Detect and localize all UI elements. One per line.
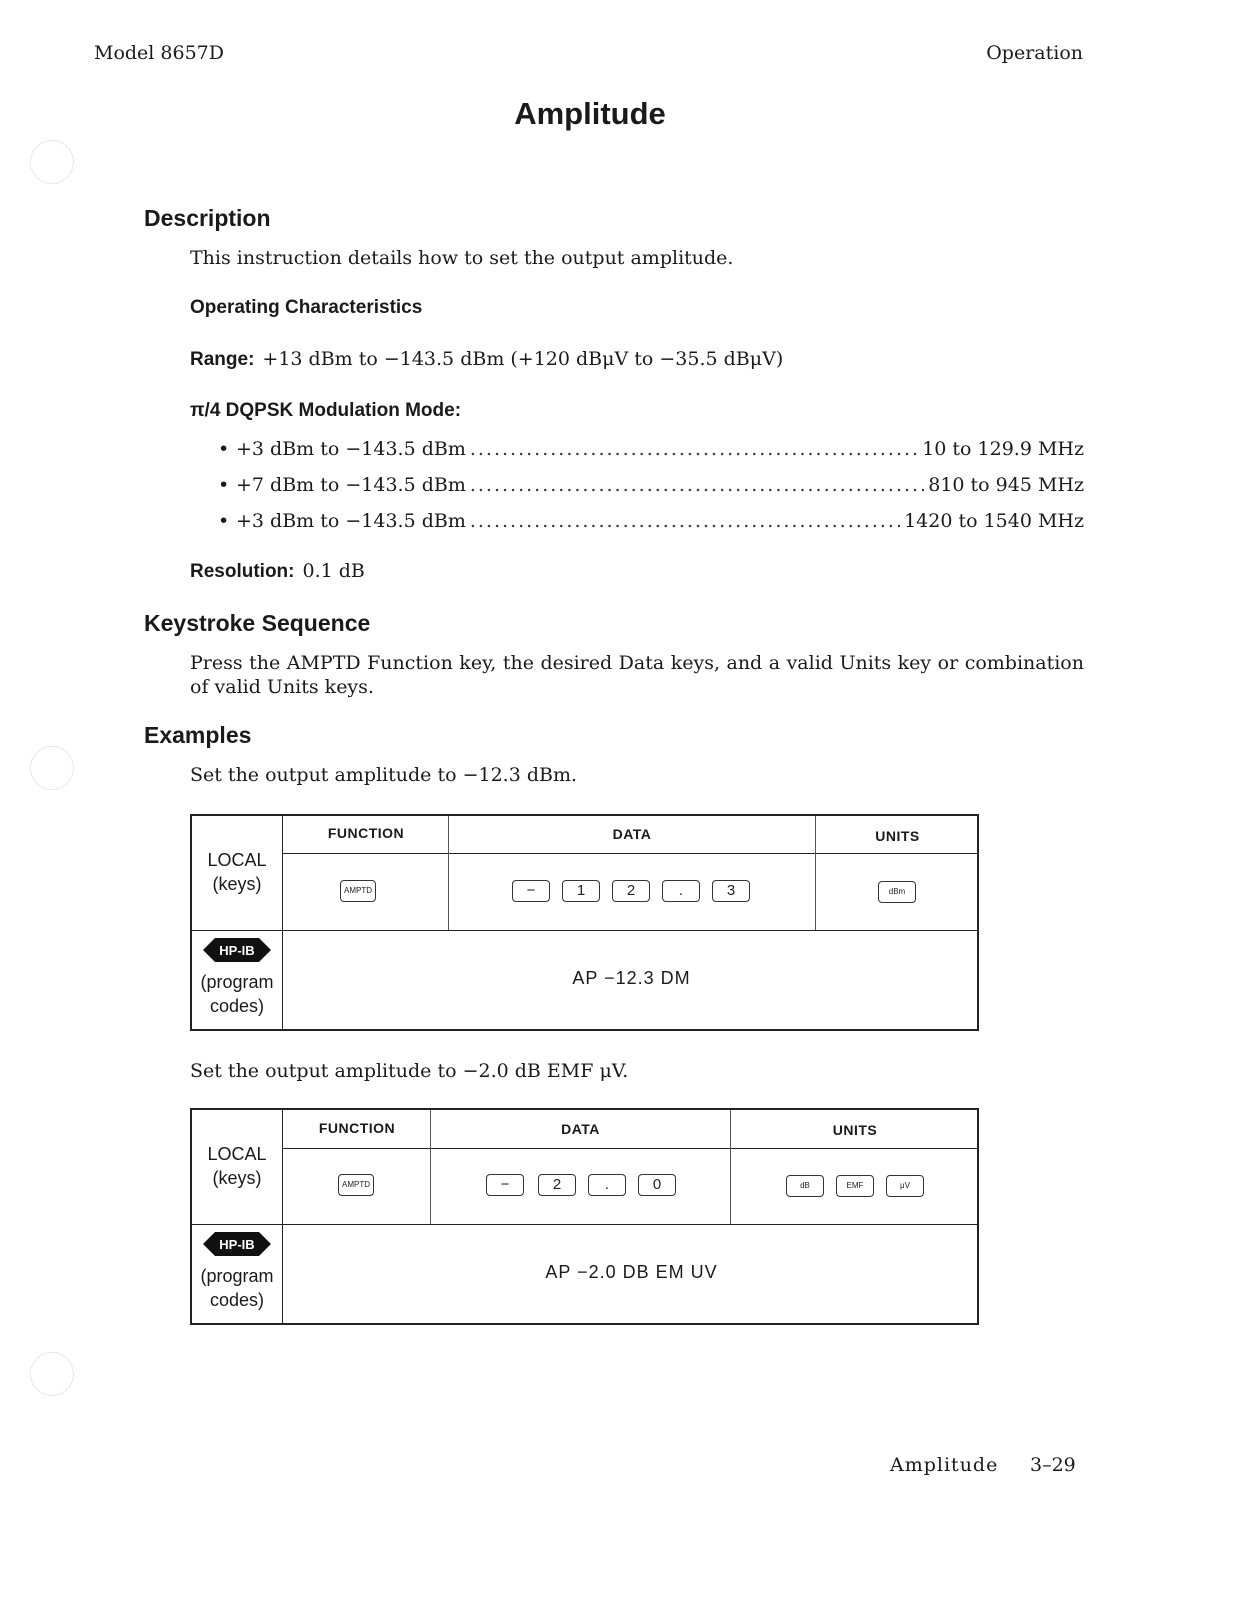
dqpsk-heading: π/4 DQPSK Modulation Mode:	[190, 400, 462, 421]
col-data-header: DATA	[612, 826, 652, 842]
digit-2-key: 2	[538, 1174, 576, 1196]
digit-2-key: 2	[612, 880, 650, 902]
dqpsk-item	[218, 510, 1084, 532]
dqpsk-frequency: 810 to 945 MHz	[928, 474, 1084, 496]
example1-table	[190, 814, 979, 1031]
digit-0-key: 0	[638, 1174, 676, 1196]
operating-characteristics-heading: Operating Characteristics	[190, 297, 423, 318]
digit-1-key: 1	[562, 880, 600, 902]
dqpsk-frequency: 1420 to 1540 MHz	[904, 510, 1084, 532]
bullet-icon: •	[218, 510, 230, 532]
example2-table	[190, 1108, 979, 1325]
codes-label: codes)	[209, 1290, 265, 1310]
hpib-badge-icon	[203, 1230, 271, 1258]
dqpsk-frequency: 10 to 129.9 MHz	[922, 438, 1084, 460]
col-function-header: FUNCTION	[327, 825, 405, 841]
decimal-key: .	[588, 1174, 626, 1196]
example2-intro: Set the output amplitude to −2.0 dB EMF μV.	[190, 1060, 629, 1082]
hpib-badge-text: HP-IB	[219, 943, 255, 958]
digit-3-key: 3	[712, 880, 750, 902]
dqpsk-item	[218, 474, 1084, 496]
page-title: Amplitude	[514, 96, 666, 131]
local-keys-label	[192, 1142, 282, 1190]
col-data-header: DATA	[561, 1121, 600, 1137]
resolution-label: Resolution:	[190, 561, 295, 582]
codes-label: codes)	[209, 996, 265, 1016]
program-codes-label	[192, 1230, 282, 1312]
dqpsk-level: +7 dBm to −143.5 dBm	[236, 474, 466, 496]
dqpsk-level: +3 dBm to −143.5 dBm	[236, 438, 466, 460]
col-units-header: UNITS	[875, 828, 920, 844]
dbm-key: dBm	[878, 881, 916, 903]
amptd-key: AMPTD	[340, 880, 376, 902]
range-label: Range:	[190, 349, 255, 370]
description-text: This instruction details how to set the output amplitude.	[190, 247, 734, 269]
range-line	[190, 348, 783, 371]
resolution-line	[190, 560, 365, 583]
example1-intro: Set the output amplitude to −12.3 dBm.	[190, 764, 578, 786]
db-key: dB	[786, 1175, 824, 1197]
leader-dots	[470, 474, 924, 496]
punch-hole-mark	[30, 1352, 74, 1396]
program-label: (program	[200, 1266, 274, 1286]
emf-key: EMF	[836, 1175, 874, 1197]
program-codes-label	[192, 936, 282, 1018]
punch-hole-mark	[30, 746, 74, 790]
range-value: +13 dBm to −143.5 dBm (+120 dBμV to −35.5 dBμV)	[262, 348, 784, 370]
keys-label: (keys)	[212, 1168, 262, 1188]
description-heading: Description	[144, 205, 271, 231]
local-label: LOCAL	[207, 850, 267, 870]
dqpsk-item	[218, 438, 1084, 460]
local-keys-label	[192, 848, 282, 896]
resolution-value: 0.1 dB	[302, 560, 365, 582]
header-model: Model 8657D	[94, 42, 225, 64]
minus-key: −	[486, 1174, 524, 1196]
program-code: AP −12.3 DM	[572, 968, 691, 988]
amptd-key: AMPTD	[338, 1174, 374, 1196]
col-units-header: UNITS	[832, 1122, 878, 1138]
bullet-icon: •	[218, 438, 230, 460]
leader-dots	[470, 438, 918, 460]
leader-dots	[470, 510, 900, 532]
minus-key: −	[512, 880, 550, 902]
punch-hole-mark	[30, 140, 74, 184]
col-function-header: FUNCTION	[318, 1120, 396, 1136]
microvolt-key: μV	[886, 1175, 924, 1197]
hpib-badge-icon	[203, 936, 271, 964]
keystroke-text: Press the AMPTD Function key, the desired Data keys, and a valid Units key or combination of valid Units keys.	[190, 652, 1084, 698]
decimal-key: .	[662, 880, 700, 902]
keys-label: (keys)	[212, 874, 262, 894]
examples-heading: Examples	[144, 722, 252, 748]
keystroke-heading: Keystroke Sequence	[144, 610, 371, 636]
header-section: Operation	[986, 42, 1083, 64]
footer-section: Amplitude	[890, 1454, 999, 1476]
dqpsk-level: +3 dBm to −143.5 dBm	[236, 510, 466, 532]
program-code: AP −2.0 DB EM UV	[545, 1262, 718, 1282]
program-label: (program	[200, 972, 274, 992]
hpib-badge-text: HP-IB	[219, 1237, 255, 1252]
page-number: 3–29	[1030, 1454, 1076, 1476]
bullet-icon: •	[218, 474, 230, 496]
local-label: LOCAL	[207, 1144, 267, 1164]
